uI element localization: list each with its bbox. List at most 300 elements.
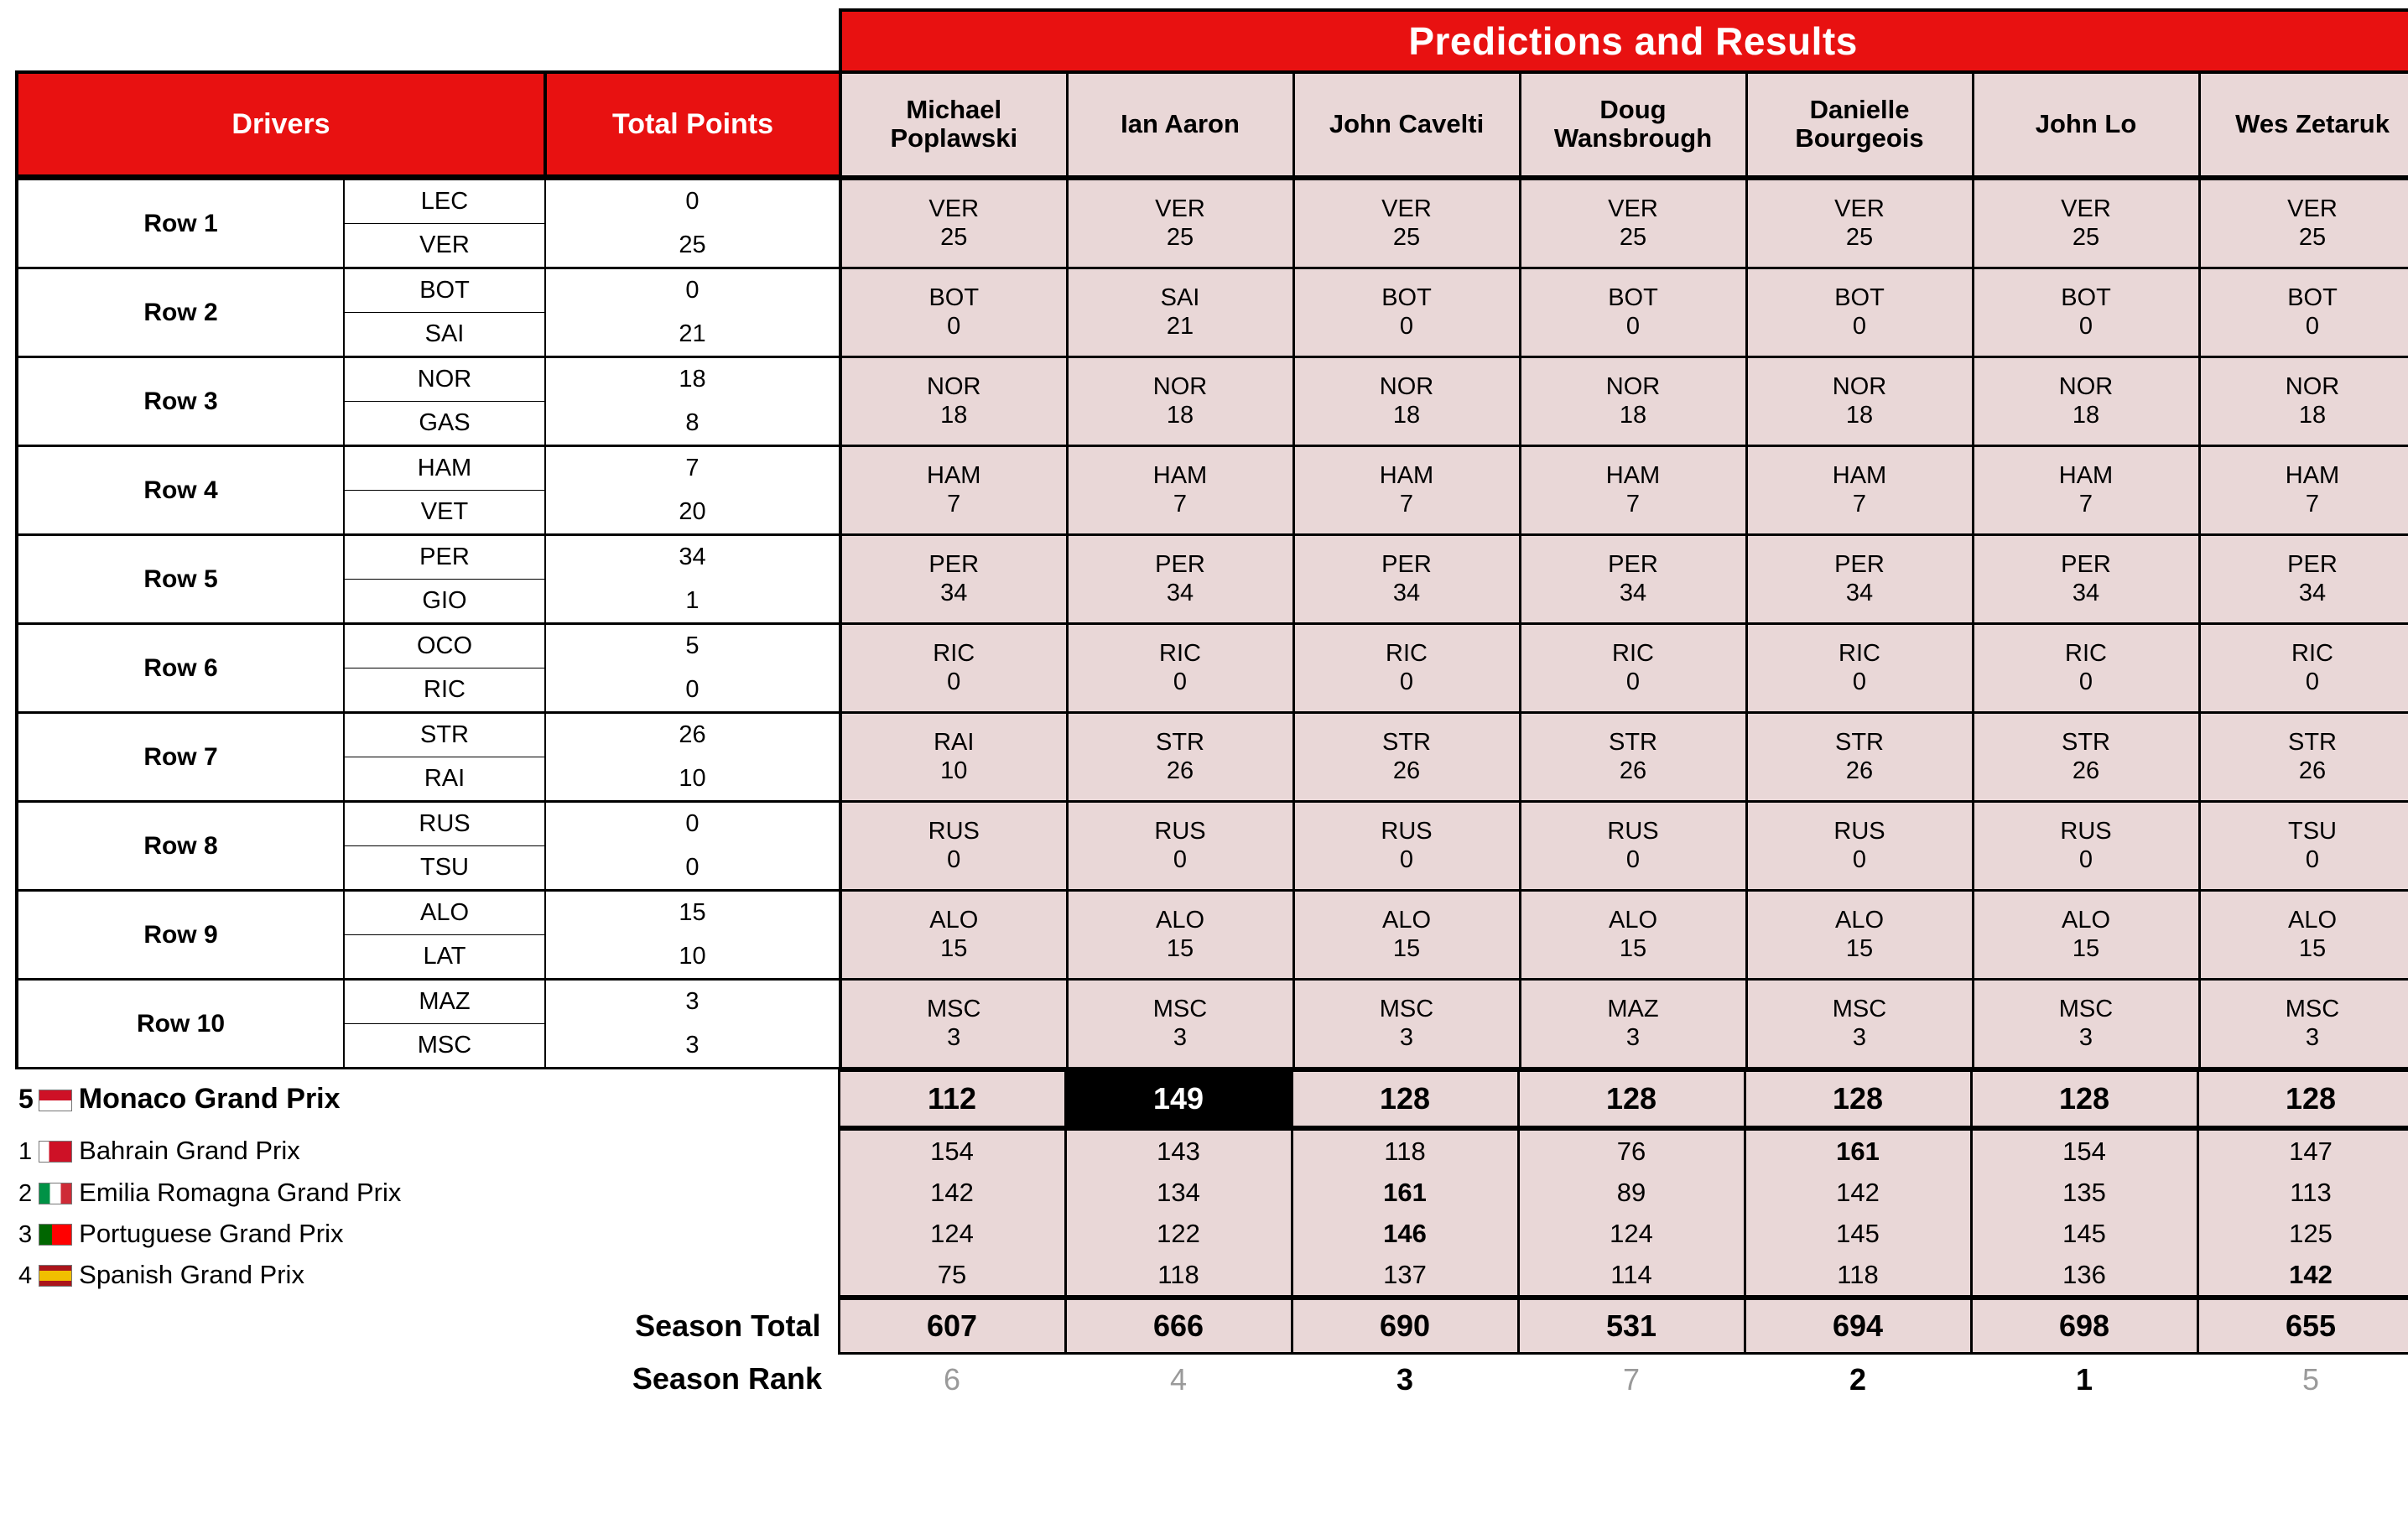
prediction-cell[interactable] (2199, 891, 2408, 980)
prediction-points: 34 (2072, 579, 2100, 606)
prediction-cell[interactable] (1067, 357, 1293, 446)
monaco-flag (39, 1090, 72, 1111)
prediction-driver: MAZ (1607, 996, 1659, 1023)
prediction-cell[interactable] (1520, 535, 1746, 624)
past-race-score-cell: 136 (1971, 1254, 2197, 1297)
prediction-driver: MSC (1379, 996, 1434, 1023)
prediction-driver: NOR (2058, 373, 2114, 401)
prediction-driver: RUS (1607, 818, 1659, 845)
prediction-cell[interactable] (1973, 980, 2199, 1069)
season-rank-cell: 2 (1745, 1354, 1971, 1406)
current-race-label (15, 1071, 839, 1127)
prediction-cell[interactable] (840, 713, 1067, 802)
driver-code: STR (344, 713, 545, 757)
grid-table (15, 178, 2408, 1069)
past-race-score-cell: 147 (2197, 1130, 2408, 1173)
prediction-cell[interactable] (840, 446, 1067, 535)
driver-code: ALO (344, 891, 545, 935)
prediction-driver: MSC (1832, 996, 1887, 1023)
prediction-cell[interactable] (2199, 535, 2408, 624)
prediction-driver: PER (1834, 551, 1885, 579)
past-race-label (15, 1254, 839, 1297)
prediction-cell[interactable] (1746, 891, 1973, 980)
prediction-points: 18 (940, 401, 968, 429)
prediction-cell[interactable] (1067, 535, 1293, 624)
prediction-points: 0 (2305, 668, 2320, 695)
prediction-driver: PER (1608, 551, 1658, 579)
prediction-points: 0 (1399, 668, 1414, 695)
prediction-points: 34 (1619, 579, 1647, 606)
driver-code: RIC (344, 668, 545, 713)
season-total-cell: 694 (1745, 1299, 1971, 1354)
prediction-driver: HAM (2285, 462, 2340, 490)
prediction-cell[interactable] (1067, 980, 1293, 1069)
prediction-cell[interactable] (1520, 268, 1746, 357)
prediction-cell[interactable] (1520, 357, 1746, 446)
past-race-row (15, 1172, 2408, 1213)
prediction-points: 7 (1625, 490, 1641, 518)
table-row (17, 713, 2408, 757)
prediction-points: 3 (1173, 1023, 1188, 1051)
prediction-points: 25 (2072, 223, 2100, 251)
past-race-label (15, 1130, 839, 1173)
prediction-cell[interactable] (2199, 446, 2408, 535)
prediction-cell[interactable] (1746, 980, 1973, 1069)
prediction-cell[interactable] (1973, 624, 2199, 713)
prediction-driver: VER (1834, 195, 1885, 223)
prediction-driver: SAI (1160, 284, 1200, 312)
drivers-header: Drivers (17, 72, 545, 176)
prediction-driver: VER (1155, 195, 1205, 223)
driver-points: 0 (545, 846, 840, 891)
prediction-cell[interactable] (1293, 980, 1520, 1069)
season-rank-row (15, 1354, 2408, 1406)
past-race-score-cell: 118 (1065, 1254, 1292, 1297)
prediction-cell[interactable] (2199, 268, 2408, 357)
row-label-5: Row 5 (17, 535, 344, 624)
season-total-cell: 698 (1971, 1299, 2197, 1354)
prediction-cell[interactable] (1520, 713, 1746, 802)
prediction-driver: RIC (2065, 640, 2107, 668)
prediction-points: 7 (2078, 490, 2093, 518)
driver-points: 7 (545, 446, 840, 491)
season-rank-label: Season Rank (15, 1354, 839, 1406)
past-race-score-cell: 154 (839, 1130, 1065, 1173)
prediction-points: 3 (2078, 1023, 2093, 1051)
prediction-points: 18 (2072, 401, 2100, 429)
season-total-cell: 531 (1518, 1299, 1745, 1354)
prediction-cell[interactable] (840, 357, 1067, 446)
prediction-driver: PER (1381, 551, 1432, 579)
prediction-driver: HAM (2058, 462, 2114, 490)
race-score-cell: 112 (839, 1071, 1065, 1127)
prediction-cell[interactable] (1746, 268, 1973, 357)
driver-code: TSU (344, 846, 545, 891)
prediction-cell[interactable] (2199, 179, 2408, 268)
prediction-driver: BOT (2061, 284, 2111, 312)
prediction-driver: BOT (2287, 284, 2338, 312)
season-rank-cell: 4 (1065, 1354, 1292, 1406)
prediction-cell[interactable] (1293, 357, 1520, 446)
prediction-points: 0 (1852, 312, 1867, 340)
prediction-cell[interactable] (840, 268, 1067, 357)
driver-points: 8 (545, 402, 840, 446)
prediction-points: 3 (1625, 1023, 1641, 1051)
prediction-driver: NOR (1605, 373, 1661, 401)
total-points-header: Total Points (545, 72, 840, 176)
current-race-row (15, 1071, 2408, 1127)
prediction-cell[interactable] (1293, 446, 1520, 535)
prediction-cell[interactable] (1293, 624, 1520, 713)
past-race-score-cell: 118 (1745, 1254, 1971, 1297)
prediction-points: 3 (2305, 1023, 2320, 1051)
driver-points: 3 (545, 980, 840, 1024)
prediction-points: 25 (1845, 223, 1874, 251)
prediction-cell[interactable] (840, 802, 1067, 891)
driver-code: PER (344, 535, 545, 580)
portugal-flag (39, 1224, 72, 1246)
prediction-cell[interactable] (1293, 891, 1520, 980)
prediction-cell[interactable] (1520, 802, 1746, 891)
season-table (15, 1298, 2408, 1405)
current-race-table (15, 1069, 2408, 1128)
past-race-row (15, 1130, 2408, 1173)
prediction-driver: STR (1609, 729, 1657, 757)
row-label-6: Row 6 (17, 624, 344, 713)
player-header-doug-wansbrough: Doug Wansbrough (1520, 72, 1746, 176)
prediction-driver: RIC (1386, 640, 1428, 668)
past-race-score-cell: 75 (839, 1254, 1065, 1297)
prediction-driver: HAM (1605, 462, 1661, 490)
past-race-score-cell: 114 (1518, 1254, 1745, 1297)
prediction-cell[interactable] (1067, 802, 1293, 891)
prediction-points: 0 (947, 312, 961, 340)
race-number: 4 (18, 1262, 33, 1290)
driver-points: 0 (545, 268, 840, 313)
past-race-score-cell: 142 (1745, 1172, 1971, 1213)
driver-code: NOR (344, 357, 545, 402)
row-label-10: Row 10 (17, 980, 344, 1069)
table-row (17, 891, 2408, 935)
season-total-cell: 690 (1292, 1299, 1518, 1354)
past-race-score-cell: 145 (1971, 1213, 2197, 1254)
prediction-cell[interactable] (1973, 535, 2199, 624)
table-row (17, 179, 2408, 224)
prediction-cell[interactable] (1067, 268, 1293, 357)
season-total-row (15, 1299, 2408, 1354)
prediction-cell[interactable] (840, 179, 1067, 268)
driver-points: 26 (545, 713, 840, 757)
prediction-points: 0 (1625, 845, 1641, 873)
past-race-score-cell: 161 (1745, 1130, 1971, 1173)
prediction-points: 15 (1392, 934, 1421, 962)
prediction-points: 26 (1845, 757, 1874, 784)
prediction-cell[interactable] (1067, 891, 1293, 980)
prediction-cell[interactable] (1293, 535, 1520, 624)
prediction-points: 15 (2298, 934, 2327, 962)
prediction-points: 7 (947, 490, 961, 518)
driver-points: 21 (545, 313, 840, 357)
prediction-driver: ALO (1381, 907, 1432, 934)
prediction-cell[interactable] (1520, 891, 1746, 980)
prediction-points: 26 (2072, 757, 2100, 784)
driver-points: 1 (545, 580, 840, 624)
prediction-points: 25 (940, 223, 968, 251)
past-race-score-cell: 142 (839, 1172, 1065, 1213)
prediction-cell[interactable] (2199, 624, 2408, 713)
driver-code: SAI (344, 313, 545, 357)
prediction-cell[interactable] (1973, 446, 2199, 535)
header-table (15, 8, 2408, 178)
prediction-cell[interactable] (2199, 980, 2408, 1069)
prediction-driver: ALO (1834, 907, 1885, 934)
prediction-points: 0 (1173, 845, 1188, 873)
prediction-driver: RIC (2291, 640, 2333, 668)
prediction-driver: RUS (1381, 818, 1433, 845)
prediction-points: 26 (1619, 757, 1647, 784)
prediction-cell[interactable] (1520, 179, 1746, 268)
prediction-driver: RIC (933, 640, 975, 668)
prediction-cell[interactable] (1746, 802, 1973, 891)
race-score-cell: 128 (1745, 1071, 1971, 1127)
race-score-cell: 128 (1292, 1071, 1518, 1127)
past-race-score-cell: 154 (1971, 1130, 2197, 1173)
season-rank-cell: 3 (1292, 1354, 1518, 1406)
prediction-driver: RAI (934, 729, 975, 757)
prediction-points: 25 (2298, 223, 2327, 251)
prediction-driver: VER (928, 195, 980, 223)
prediction-driver: PER (2287, 551, 2338, 579)
prediction-cell[interactable] (1067, 713, 1293, 802)
prediction-driver: HAM (927, 462, 981, 490)
driver-code: MSC (344, 1024, 545, 1069)
race-score-cell: 149 (1065, 1071, 1292, 1127)
prediction-points: 25 (1619, 223, 1647, 251)
prediction-points: 34 (1392, 579, 1421, 606)
past-race-label (15, 1213, 839, 1254)
race-name: Emilia Romagna Grand Prix (79, 1177, 402, 1207)
prediction-driver: ALO (929, 907, 979, 934)
driver-points: 20 (545, 491, 840, 535)
table-row (17, 535, 2408, 580)
prediction-driver: RUS (1154, 818, 1206, 845)
prediction-cell[interactable] (1293, 713, 1520, 802)
driver-code: HAM (344, 446, 545, 491)
driver-code: RAI (344, 757, 545, 802)
prediction-cell[interactable] (840, 980, 1067, 1069)
prediction-cell[interactable] (1746, 357, 1973, 446)
past-race-score-cell: 118 (1292, 1130, 1518, 1173)
prediction-points: 0 (1852, 668, 1867, 695)
prediction-points: 18 (1619, 401, 1647, 429)
row-label-1: Row 1 (17, 179, 344, 268)
prediction-points: 0 (2078, 312, 2093, 340)
prediction-driver: VER (2287, 195, 2338, 223)
prediction-driver: ALO (1608, 907, 1658, 934)
italy-flag (39, 1183, 72, 1204)
season-rank-cell: 1 (1971, 1354, 2197, 1406)
prediction-points: 0 (1399, 312, 1414, 340)
prediction-cell[interactable] (1746, 535, 1973, 624)
driver-points: 10 (545, 757, 840, 802)
prediction-points: 18 (1392, 401, 1421, 429)
prediction-points: 0 (1625, 312, 1641, 340)
bahrain-flag (39, 1141, 72, 1163)
prediction-points: 18 (2298, 401, 2327, 429)
prediction-cell[interactable] (1973, 713, 2199, 802)
prediction-driver: STR (1382, 729, 1431, 757)
prediction-driver: VER (2061, 195, 2111, 223)
row-label-8: Row 8 (17, 802, 344, 891)
past-race-score-cell: 145 (1745, 1213, 1971, 1254)
past-race-score-cell: 137 (1292, 1254, 1518, 1297)
prediction-cell[interactable] (2199, 802, 2408, 891)
driver-code: LAT (344, 935, 545, 980)
prediction-cell[interactable] (1293, 268, 1520, 357)
driver-code: OCO (344, 624, 545, 668)
table-row (17, 624, 2408, 668)
prediction-points: 25 (1166, 223, 1194, 251)
race-name: Portuguese Grand Prix (79, 1218, 344, 1248)
table-row (17, 980, 2408, 1024)
prediction-points: 34 (1845, 579, 1874, 606)
prediction-points: 15 (1166, 934, 1194, 962)
prediction-cell[interactable] (1973, 179, 2199, 268)
driver-points: 25 (545, 224, 840, 268)
prediction-points: 0 (2305, 845, 2320, 873)
row-label-7: Row 7 (17, 713, 344, 802)
prediction-points: 3 (1852, 1023, 1867, 1051)
driver-code: VER (344, 224, 545, 268)
table-row (17, 446, 2408, 491)
prediction-cell[interactable] (1973, 268, 2199, 357)
prediction-points: 0 (1173, 668, 1188, 695)
season-rank-cell: 5 (2197, 1354, 2408, 1406)
past-race-score-cell: 142 (2197, 1254, 2408, 1297)
driver-code: RUS (344, 802, 545, 846)
prediction-points: 15 (1845, 934, 1874, 962)
past-race-score-cell: 143 (1065, 1130, 1292, 1173)
driver-points: 3 (545, 1024, 840, 1069)
prediction-points: 15 (940, 934, 968, 962)
prediction-cell[interactable] (1520, 980, 1746, 1069)
season-rank-cell: 7 (1518, 1354, 1745, 1406)
driver-code: GIO (344, 580, 545, 624)
prediction-points: 3 (947, 1023, 961, 1051)
prediction-driver: HAM (1152, 462, 1208, 490)
spain-flag (39, 1265, 72, 1287)
prediction-points: 7 (1852, 490, 1867, 518)
prediction-points: 10 (940, 757, 968, 784)
prediction-points: 25 (1392, 223, 1421, 251)
table-row (17, 357, 2408, 402)
prediction-cell[interactable] (1746, 624, 1973, 713)
past-race-score-cell: 76 (1518, 1130, 1745, 1173)
past-race-label (15, 1172, 839, 1213)
prediction-driver: PER (928, 551, 980, 579)
past-race-score-cell: 134 (1065, 1172, 1292, 1213)
season-total-cell: 655 (2197, 1299, 2408, 1354)
prediction-cell[interactable] (1973, 357, 2199, 446)
race-score-cell: 128 (1518, 1071, 1745, 1127)
past-race-score-cell: 122 (1065, 1213, 1292, 1254)
table-row (17, 802, 2408, 846)
driver-points: 18 (545, 357, 840, 402)
prediction-points: 34 (1166, 579, 1194, 606)
driver-code: GAS (344, 402, 545, 446)
season-rank-cell: 6 (839, 1354, 1065, 1406)
prediction-driver: RUS (1833, 818, 1885, 845)
prediction-points: 0 (947, 845, 961, 873)
prediction-cell[interactable] (1067, 179, 1293, 268)
prediction-driver: NOR (927, 373, 981, 401)
player-header-wes-zetaruk: Wes Zetaruk (2199, 72, 2408, 176)
prediction-points: 0 (947, 668, 961, 695)
title-banner-row (17, 10, 2408, 72)
race-name: Bahrain Grand Prix (79, 1135, 300, 1165)
prediction-points: 0 (1852, 845, 1867, 873)
prediction-cell[interactable] (1520, 624, 1746, 713)
prediction-driver: MSC (1152, 996, 1208, 1023)
prediction-cell[interactable] (840, 624, 1067, 713)
prediction-cell[interactable] (1746, 446, 1973, 535)
prediction-cell[interactable] (1973, 802, 2199, 891)
row-label-2: Row 2 (17, 268, 344, 357)
prediction-cell[interactable] (1520, 446, 1746, 535)
prediction-cell[interactable] (1067, 624, 1293, 713)
prediction-driver: NOR (2285, 373, 2340, 401)
row-label-4: Row 4 (17, 446, 344, 535)
prediction-points: 0 (1399, 845, 1414, 873)
player-header-michael-poplawski: Michael Poplawski (840, 72, 1067, 176)
prediction-cell[interactable] (840, 535, 1067, 624)
prediction-cell[interactable] (1293, 802, 1520, 891)
driver-code: LEC (344, 179, 545, 224)
prediction-points: 0 (2078, 845, 2093, 873)
past-race-score-cell: 124 (1518, 1213, 1745, 1254)
prediction-driver: HAM (1379, 462, 1434, 490)
prediction-cell[interactable] (1746, 713, 1973, 802)
table-row (17, 268, 2408, 313)
prediction-points: 15 (1619, 934, 1647, 962)
race-name: Spanish Grand Prix (79, 1260, 304, 1290)
prediction-cell[interactable] (1067, 446, 1293, 535)
prediction-cell[interactable] (1293, 179, 1520, 268)
prediction-cell[interactable] (2199, 357, 2408, 446)
race-name: Monaco Grand Prix (78, 1082, 341, 1115)
player-header-ian-aaron: Ian Aaron (1067, 72, 1293, 176)
prediction-cell[interactable] (1746, 179, 1973, 268)
past-races-table (15, 1128, 2408, 1298)
season-total-label: Season Total (15, 1299, 839, 1354)
race-number: 2 (18, 1179, 33, 1207)
prediction-cell[interactable] (1973, 891, 2199, 980)
prediction-cell[interactable] (2199, 713, 2408, 802)
prediction-points: 26 (2298, 757, 2327, 784)
prediction-points: 26 (1392, 757, 1421, 784)
prediction-points: 18 (1166, 401, 1194, 429)
prediction-driver: ALO (2287, 907, 2338, 934)
prediction-points: 15 (2072, 934, 2100, 962)
driver-points: 15 (545, 891, 840, 935)
prediction-driver: MSC (2285, 996, 2340, 1023)
prediction-driver: STR (1156, 729, 1204, 757)
prediction-points: 34 (2298, 579, 2327, 606)
driver-points: 0 (545, 179, 840, 224)
driver-points: 0 (545, 802, 840, 846)
prediction-cell[interactable] (840, 891, 1067, 980)
player-header-john-cavelti: John Cavelti (1293, 72, 1520, 176)
